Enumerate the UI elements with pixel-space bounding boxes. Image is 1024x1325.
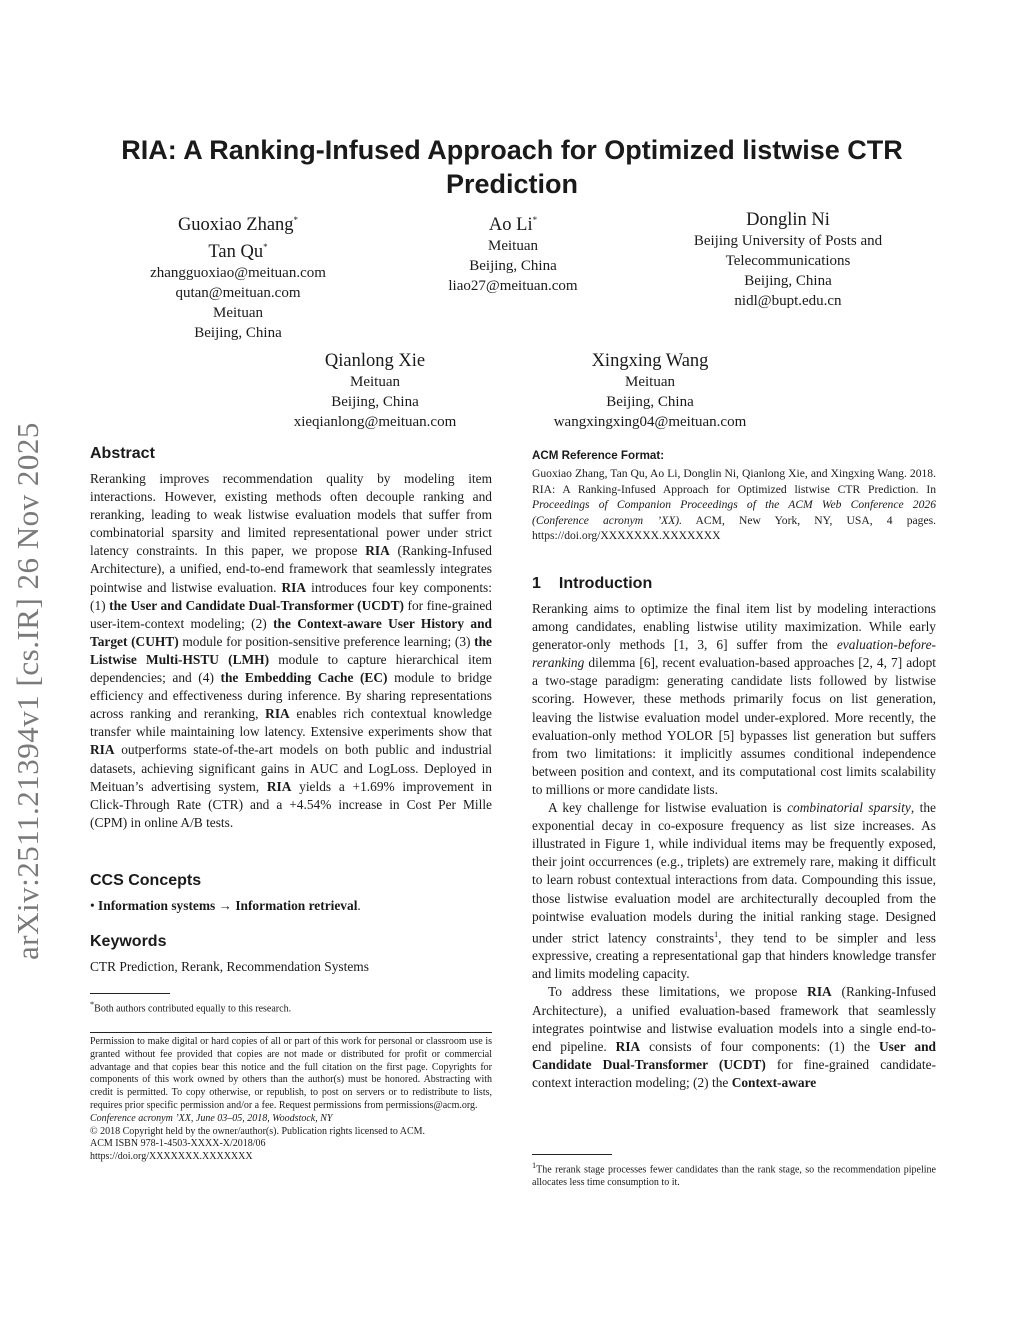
arxiv-identifier: arXiv:2511.21394v1 [cs.IR] 26 Nov 2025 [10,422,45,960]
author-email: zhangguoxiao@meituan.com [150,265,326,282]
acm-reference-text: Guoxiao Zhang, Tan Qu, Ao Li, Donglin Ni, Qianlong Xie, and Xingxing Wang. 2018. RIA: A Ranking-Infused Approach for Optimized listwise CTR Prediction. In Proceedings of Companion Proceedings of the ACM Web Conference 2026 (Conference acronym ’XX). ACM, New York, NY, USA, 4 pages. https://doi.org/XXXXXXX.XXXXXXX [532,467,936,542]
author-affiliation: Meituan [625,374,675,390]
footnote-rule [90,993,170,994]
author-location: Beijing, China [469,258,557,275]
paper-title [90,133,934,201]
author-name: Qianlong Xie [324,351,426,371]
author-affiliation: Meituan [488,238,538,255]
author-block-2: Ao Li* Meituan Beijing, China liao27@meituan.com [400,209,626,296]
intro-paragraph-1: Reranking aims to optimize the final item list by modeling interactions among candidates, enabling listwise utility maximization. While early generator-only methods [1, 3, 6] suffer from the evaluation-before-reranking dilemma [6], recent evaluation-based approaches [2, 4, 7] adopt a two-stage paradigm: generating candidate lists followed by listwise scoring. However, these methods primarily focus on list generation, leaving the listwise evaluation model under-explored. More recently, the evaluation-only method YOLOR [5] bypasses list generation but suffers from two limitations: it implicitly assumes conditional independence between position and context, and its computational cost limits scalability to millions or more candidate lists. [532,601,936,797]
author-email: liao27@meituan.com [448,278,578,295]
keywords-text: CTR Prediction, Rerank, Recommendation Systems [90,959,369,974]
author-name: Ao Li [488,215,533,236]
ccs-heading: CCS Concepts [90,872,202,889]
author-name: Tan Qu [208,242,264,263]
author-affiliation: Beijing University of Posts and [693,233,883,249]
conference-info: Conference acronym ’XX, June 03–05, 2018, Woodstock, NY [90,1112,333,1124]
author-affiliation: Telecommunications [725,253,851,269]
permission-rule [90,1032,492,1033]
permission-block [90,1036,492,1164]
title-line-1: RIA: A Ranking-Infused Approach for Optimized listwise CTR [121,135,903,165]
abstract-heading: Abstract [90,445,155,462]
acm-reference-heading: ACM Reference Format: [532,449,665,462]
copyright-line: © 2018 Copyright held by the owner/author(s). Publication rights licensed to ACM. [90,1125,426,1137]
footnote-1: $^1$The rerank stage processes fewer candidates than the rank stage, so the recommendation pipeline allocates less time consumption to it. [532,1161,936,1189]
doi-link[interactable]: https://doi.org/XXXXXXX.XXXXXXX [90,1151,253,1163]
author-email: qutan@meituan.com [175,285,301,302]
author-name: Xingxing Wang [591,351,709,371]
isbn-line: ACM ISBN 978-1-4503-XXXX-X/2018/06 [90,1138,266,1150]
author-email: nidl@bupt.edu.cn [734,293,842,309]
author-affiliation: Meituan [350,374,400,390]
author-name: Guoxiao Zhang [177,215,294,236]
author-block-5 [530,350,770,432]
author-affiliation: Meituan [213,305,263,322]
author-location: Beijing, China [744,273,832,289]
author-name: Donglin Ni [746,210,830,230]
author-location: Beijing, China [194,325,282,342]
section-1-heading: 1 Introduction [532,575,653,592]
ccs-concepts: • Information systems → Information retrieval. [90,898,361,913]
intro-paragraph-2: A key challenge for listwise evaluation is combinatorial sparsity, the exponential decay in co-exposure frequency as list size increases. As illustrated in Figure 1, while individual items may be frequently exposed, their joint occurrences (e.g., triplets) are extremely rare, making it difficult to learn robust contextual interactions from data. Compounding this issue, those listwise evaluation model are architecturally decoupled from the pointwise evaluation models during the initial ranking stage. Designed under strict latency constraints$^1$, they tend to be simpler and less expressive, creating a representational gap that hinders knowledge transfer and limits modeling capacity. [532,800,937,982]
footnote-rule [532,1154,612,1155]
permission-text: Permission to make digital or hard copies of all or part of this work for personal or classroom use is granted without fee provided that copies are not made or distributed for profit or commercial advantage and that copies bear this notice and the full citation on the first page. Copyrights for components of this work owned by others than the author(s) must be honored. Abstracting with credit is permitted. To copy otherwise, or republish, to post on servers or to redistribute to lists, requires prior specific permission and/or a fee. Request permissions from permissions@acm.org. [90,1036,492,1111]
author-block-4 [260,350,490,432]
author-email: xieqianlong@meituan.com [293,414,457,430]
author-location: Beijing, China [331,394,419,410]
abstract-text: Reranking improves recommendation quality by modeling item interactions. However, existing methods often decouple ranking and reranking, leading to weak listwise evaluation models that suffer from combinatorial sparsity and limited representational power under strict latency constraints. In this paper, we propose RIA (Ranking-Infused Architecture), a unified, end-to-end framework that seamlessly integrates pointwise and listwise evaluation. RIA introduces four key components: (1) the User and Candidate Dual-Transformer (UCDT) for fine-grained user-item-context modeling; (2) the Context-aware User History and Target (CUHT) module for position-sensitive preference learning; (3) the Listwise Multi-HSTU (LMH) module to capture hierarchical item dependencies; and (4) the Embedding Cache (EC) module to bridge efficiency and effectiveness during inference. By sharing representations across ranking and reranking, RIA enables rich contextual knowledge transfer while maintaining low latency. Extensive experiments show that RIA outperforms state-of-the-art models on both public and industrial datasets, achieving significant gains in AUC and LogLoss. Deployed in Meituan’s advertising system, RIA yields a +1.69% improvement in Click-Through Rate (CTR) and a +4.54% increase in Cost Per Mille (CPM) in online A/B tests. [90,471,493,830]
keywords-heading: Keywords [90,933,167,950]
author-block-3 [660,209,916,311]
author-block-1: Guoxiao Zhang* Tan Qu* zhangguoxiao@meituan.com qutan@meituan.com Meituan Beijing, China [120,209,356,343]
intro-paragraph-3: To address these limitations, we propose RIA (Ranking-Infused Architecture), a unified evaluation-based framework that seamlessly integrates pointwise and listwise evaluation models into a single end-to-end pipeline. RIA consists of four components: (1) the User and Candidate Dual-Transformer (UCDT) for fine-grained candidate-context interaction modeling; (2) the Context-aware [532,984,937,1090]
title-line-2: Prediction [445,169,579,199]
equal-contribution-footnote: *Both authors contributed equally to this research. [90,1000,292,1015]
author-email: wangxingxing04@meituan.com [553,414,747,430]
author-location: Beijing, China [606,394,694,410]
introduction-text [532,600,936,1092]
